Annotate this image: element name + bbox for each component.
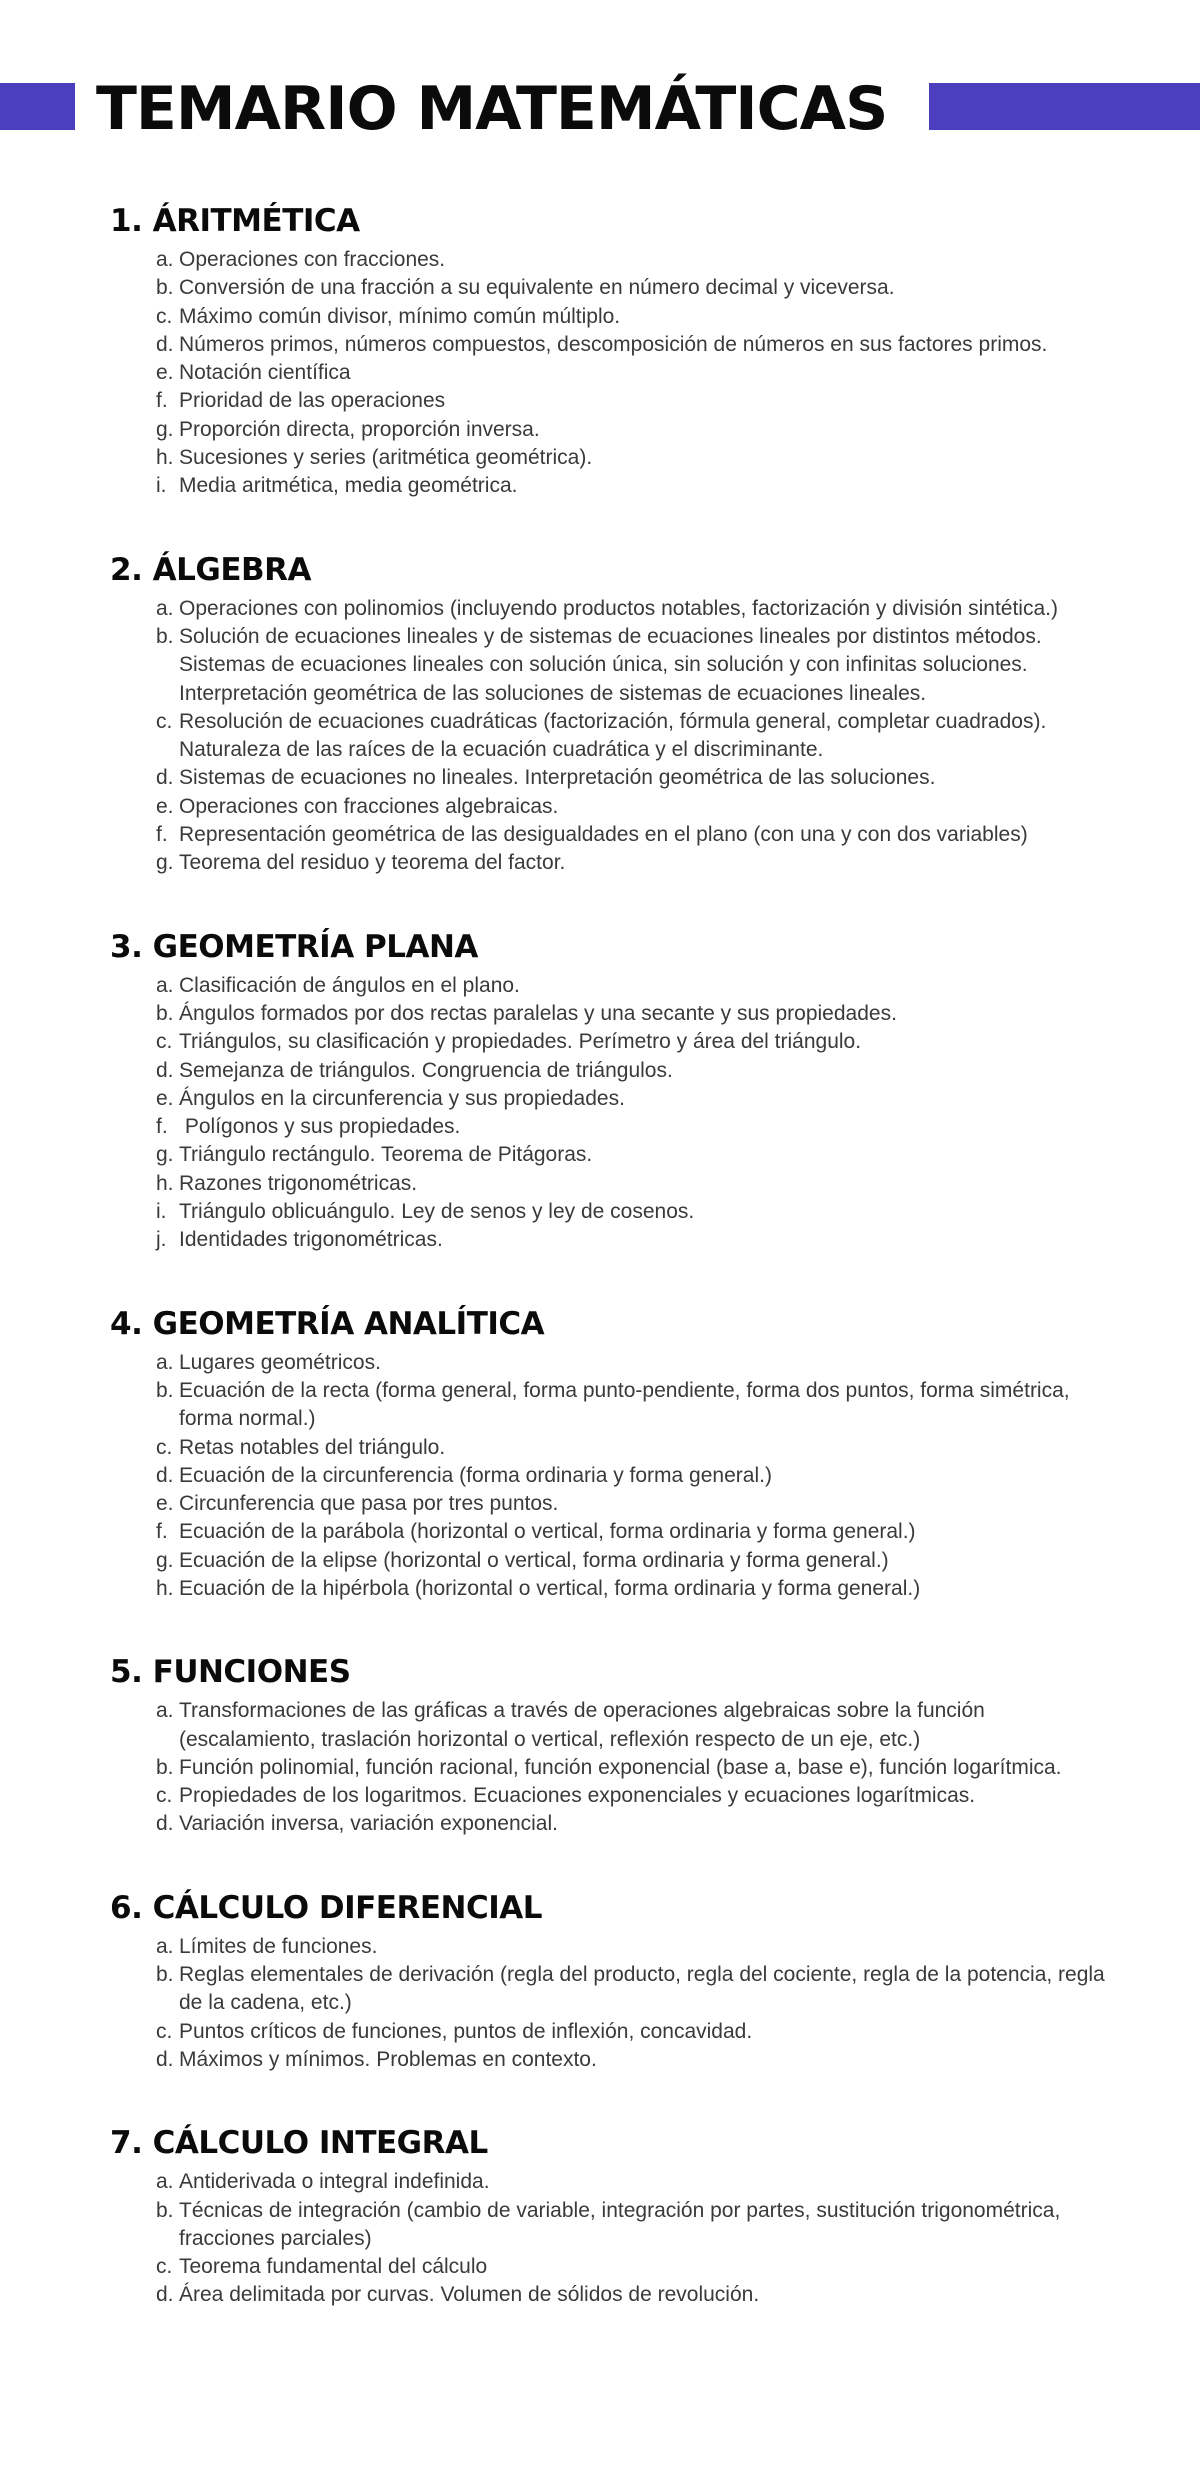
list-item [110,1547,1110,1575]
list-marker-wrap [110,2018,178,2046]
list-item [110,472,1110,500]
topic-list [110,595,1110,878]
list-item-text: Puntos críticos de funciones, puntos de inflexión, concavidad. [179,2019,753,2043]
list-item-text: Clasificación de ángulos en el plano. [179,973,520,997]
topic-list [110,1933,1110,2074]
list-marker: d. [156,2283,174,2307]
list-item [110,595,1110,623]
list-marker-wrap [110,387,178,415]
list-marker: a. [156,1934,174,1958]
list-marker: e. [156,1086,174,1110]
section-4 [110,1299,1110,1604]
list-marker-wrap [110,1377,178,1434]
list-marker: b. [156,1963,174,1987]
list-marker: c. [156,1030,173,1054]
list-item [110,1754,1110,1782]
topic-list [110,972,1110,1255]
list-marker-wrap [110,1490,178,1518]
list-marker-wrap [110,2046,178,2074]
list-marker-wrap [110,1434,178,1462]
section-1 [110,196,1110,501]
list-item-text: Operaciones con polinomios (incluyendo productos notables, factorización y división sintética.) [179,596,1058,620]
list-marker-wrap [110,303,178,331]
list-marker: d. [156,1058,174,1082]
list-item-text: Ángulos formados por dos rectas paralelas y una secante y sus propiedades. [179,1001,897,1025]
accent-bar-right [929,83,1200,130]
list-marker: i. [156,474,167,498]
list-item-text: Retas notables del triángulo. [179,1435,446,1459]
list-item [110,1961,1110,2018]
list-marker-wrap [110,595,178,623]
list-item-text: Antiderivada o integral indefinida. [179,2170,490,2194]
list-item-text: Polígonos y sus propiedades. [179,1115,461,1139]
list-marker: h. [156,1576,174,1600]
list-marker: a. [156,1699,174,1723]
topic-list [110,2168,1110,2309]
list-item [110,1085,1110,1113]
list-item [110,1198,1110,1226]
list-item [110,1170,1110,1198]
list-marker-wrap [110,1198,178,1226]
list-marker-wrap [110,1462,178,1490]
section-heading: 7. CÁLCULO INTEGRAL [110,2125,488,2162]
list-item [110,1518,1110,1546]
list-marker-wrap [110,1754,178,1782]
section-7 [110,2118,1110,2309]
list-marker: d. [156,2047,174,2071]
list-item-text: Representación geométrica de las desigualdades en el plano (con una y con dos variables) [179,823,1028,847]
list-marker-wrap [110,274,178,302]
list-item [110,1434,1110,1462]
list-item [110,1462,1110,1490]
list-item-text: Ángulos en la circunferencia y sus propiedades. [179,1086,625,1110]
list-marker: b. [156,1378,174,1402]
list-marker-wrap [110,1349,178,1377]
list-item-text: Sucesiones y series (aritmética geométrica). [179,446,593,470]
list-marker: a. [156,2170,174,2194]
list-item-text: Identidades trigonométricas. [179,1228,443,1252]
accent-bar-left [0,83,75,130]
list-marker-wrap [110,1547,178,1575]
list-marker-wrap [110,972,178,1000]
list-marker: e. [156,794,174,818]
list-item-text: Números primos, números compuestos, descomposición de números en sus factores primos. [179,332,1048,356]
list-item [110,1782,1110,1810]
list-item-text: Conversión de una fracción a su equivalente en número decimal y viceversa. [179,276,895,300]
list-item-text: Operaciones con fracciones. [179,248,446,271]
list-item-text: Proporción directa, proporción inversa. [179,417,540,441]
list-item-text: Notación científica [179,361,351,385]
list-marker-wrap [110,849,178,877]
list-marker: a. [156,596,174,620]
list-item-text: Teorema del residuo y teorema del factor. [179,851,566,875]
list-item [110,821,1110,849]
list-item [110,2018,1110,2046]
list-item-text: Circunferencia que pasa por tres puntos. [179,1492,559,1516]
list-marker: b. [156,624,174,648]
list-item [110,623,1110,708]
list-item [110,708,1110,765]
list-item-text: Razones trigonométricas. [179,1171,418,1195]
list-marker-wrap [110,2197,178,2254]
list-item [110,2168,1110,2196]
list-item-text: Lugares geométricos. [179,1350,381,1374]
list-marker-wrap [110,1226,178,1254]
list-item [110,1000,1110,1028]
list-item-text: Ecuación de la recta (forma general, forma punto-pendiente, forma dos puntos, forma simétrica, forma normal.) [179,1378,1076,1431]
list-item [110,1057,1110,1085]
list-item [110,416,1110,444]
topic-list [110,1697,1110,1838]
list-item-text: Máximos y mínimos. Problemas en contexto. [179,2047,597,2071]
list-item-text: Técnicas de integración (cambio de variable, integración por partes, sustitución trigonométrica, fracciones parciales) [179,2198,1067,2250]
list-marker: a. [156,1350,174,1374]
list-marker-wrap [110,1170,178,1198]
list-marker-wrap [110,623,178,708]
list-item-text: Solución de ecuaciones lineales y de sistemas de ecuaciones lineales por distintos métodos. Sistemas de ecuaciones lineales con solución única, sin solución y con infinitas soluciones. Interpretación geométrica de las soluciones de sistemas de ecuaciones lineales. [179,624,1048,705]
list-marker: e. [156,1492,174,1516]
list-marker: a. [156,973,174,997]
section-heading: 2. ÁLGEBRA [110,551,311,588]
list-item-text: Resolución de ecuaciones cuadráticas (factorización, fórmula general, completar cuadrados). Naturaleza de las raíces de la ecuación cuadrática y el discriminante. [179,709,1053,762]
list-item [110,246,1110,274]
list-marker: g. [156,417,174,441]
list-item-text: Teorema fundamental del cálculo [179,2255,488,2279]
list-marker-wrap [110,821,178,849]
list-marker-wrap [110,359,178,387]
list-marker: d. [156,766,174,790]
list-item-text: Ecuación de la hipérbola (horizontal o vertical, forma ordinaria y forma general.) [179,1576,921,1600]
list-marker-wrap [110,416,178,444]
list-marker-wrap [110,1518,178,1546]
list-item [110,764,1110,792]
list-item-text: Ecuación de la parábola (horizontal o vertical, forma ordinaria y forma general.) [179,1520,916,1544]
list-marker: d. [156,1463,174,1487]
section-heading: 1. ÁRITMÉTICA [110,203,360,239]
list-item [110,1226,1110,1254]
list-item [110,444,1110,472]
list-item [110,331,1110,359]
list-item-text: Ecuación de la elipse (horizontal o vertical, forma ordinaria y forma general.) [179,1548,889,1572]
list-marker: c. [156,2255,173,2279]
list-item-text: Sistemas de ecuaciones no lineales. Interpretación geométrica de las soluciones. [179,766,936,790]
list-item-text: Triángulo rectángulo. Teorema de Pitágoras. [179,1143,593,1167]
list-item [110,1377,1110,1434]
syllabus-sections [110,196,1110,2354]
section-5 [110,1647,1110,1838]
list-item-text: Propiedades de los logaritmos. Ecuaciones exponenciales y ecuaciones logarítmicas. [179,1784,976,1808]
list-marker-wrap [110,793,178,821]
list-item [110,1933,1110,1961]
section-6 [110,1883,1110,2074]
list-marker-wrap [110,1141,178,1169]
topic-list [110,1349,1110,1604]
list-marker-wrap [110,1933,178,1961]
list-marker: c. [156,1784,173,1808]
list-marker: g. [156,1143,174,1167]
list-marker-wrap [110,1697,178,1754]
list-item [110,1575,1110,1603]
list-marker-wrap [110,2168,178,2196]
section-3 [110,922,1110,1255]
list-item [110,274,1110,302]
list-marker: b. [156,1001,174,1025]
section-heading: 3. GEOMETRÍA PLANA [110,928,478,965]
list-marker: e. [156,361,174,385]
list-marker-wrap [110,708,178,765]
list-item [110,2197,1110,2254]
list-item [110,359,1110,387]
list-item [110,1113,1110,1141]
section-2 [110,545,1110,878]
list-marker-wrap [110,1028,178,1056]
list-marker: g. [156,1548,174,1572]
page-title: TEMARIO MATEMÁTICAS [96,74,888,144]
list-item-text: Semejanza de triángulos. Congruencia de triángulos. [179,1058,673,1082]
list-marker: f. [156,823,168,847]
list-marker: g. [156,851,174,875]
list-item [110,793,1110,821]
list-item-text: Variación inversa, variación exponencial. [179,1812,558,1836]
list-item-text: Máximo común divisor, mínimo común múltiplo. [179,304,621,328]
list-marker-wrap [110,1782,178,1810]
list-marker: c. [156,2019,173,2043]
list-marker: c. [156,709,173,733]
list-marker-wrap [110,1057,178,1085]
list-marker-wrap [110,1113,178,1141]
section-heading: 4. GEOMETRÍA ANALÍTICA [110,1305,545,1342]
list-marker: d. [156,1812,174,1836]
list-marker-wrap [110,1085,178,1113]
list-marker: b. [156,2198,174,2222]
list-item [110,849,1110,877]
list-marker-wrap [110,764,178,792]
list-marker: j. [156,1228,167,1252]
list-marker-wrap [110,1000,178,1028]
topic-list [110,246,1110,501]
list-marker-wrap [110,444,178,472]
list-marker-wrap [110,2281,178,2309]
list-marker: a. [156,248,174,271]
list-marker-wrap [110,1575,178,1603]
list-item [110,1141,1110,1169]
list-item [110,303,1110,331]
list-marker: h. [156,1171,174,1195]
list-item-text: Función polinomial, función racional, función exponencial (base a, base e), función logarítmica. [179,1755,1062,1779]
list-item-text: Ecuación de la circunferencia (forma ordinaria y forma general.) [179,1463,772,1487]
list-item [110,387,1110,415]
list-marker-wrap [110,472,178,500]
list-marker: c. [156,304,173,328]
list-marker-wrap [110,1961,178,2018]
list-item-text: Límites de funciones. [179,1934,378,1958]
list-item [110,2281,1110,2309]
list-item [110,1697,1110,1754]
list-marker-wrap [110,1810,178,1838]
title-banner [0,72,1200,152]
list-item [110,1349,1110,1377]
list-marker: f. [156,389,168,413]
section-heading: 5. FUNCIONES [110,1654,351,1691]
list-marker-wrap [110,331,178,359]
list-marker: f. [156,1520,168,1544]
list-item-text: Media aritmética, media geométrica. [179,474,518,498]
list-item [110,972,1110,1000]
list-item [110,2253,1110,2281]
list-item-text: Prioridad de las operaciones [179,389,446,413]
list-item-text: Reglas elementales de derivación (regla del producto, regla del cociente, regla de la potencia, regla de la cadena, etc.) [179,1963,1111,2015]
list-marker: c. [156,1435,173,1459]
list-marker: i. [156,1200,167,1224]
list-item-text: Triángulos, su clasificación y propiedades. Perímetro y área del triángulo. [179,1030,862,1054]
list-item [110,2046,1110,2074]
list-item [110,1490,1110,1518]
list-item-text: Operaciones con fracciones algebraicas. [179,794,559,818]
list-marker-wrap [110,2253,178,2281]
list-item-text: Triángulo oblicuángulo. Ley de senos y ley de cosenos. [179,1200,695,1224]
list-marker: f. [156,1115,168,1139]
list-item-text: Transformaciones de las gráficas a través de operaciones algebraicas sobre la función (escalamiento, traslación horizontal o vertical, reflexión respecto de un eje, etc.) [179,1699,991,1751]
list-item-text: Área delimitada por curvas. Volumen de sólidos de revolución. [179,2283,760,2307]
list-marker: d. [156,332,174,356]
list-item [110,1810,1110,1838]
list-marker-wrap [110,246,178,274]
list-marker: b. [156,1755,174,1779]
list-marker: h. [156,446,174,470]
list-marker: b. [156,276,174,300]
section-heading: 6. CÁLCULO DIFERENCIAL [110,1889,542,1926]
list-item [110,1028,1110,1056]
